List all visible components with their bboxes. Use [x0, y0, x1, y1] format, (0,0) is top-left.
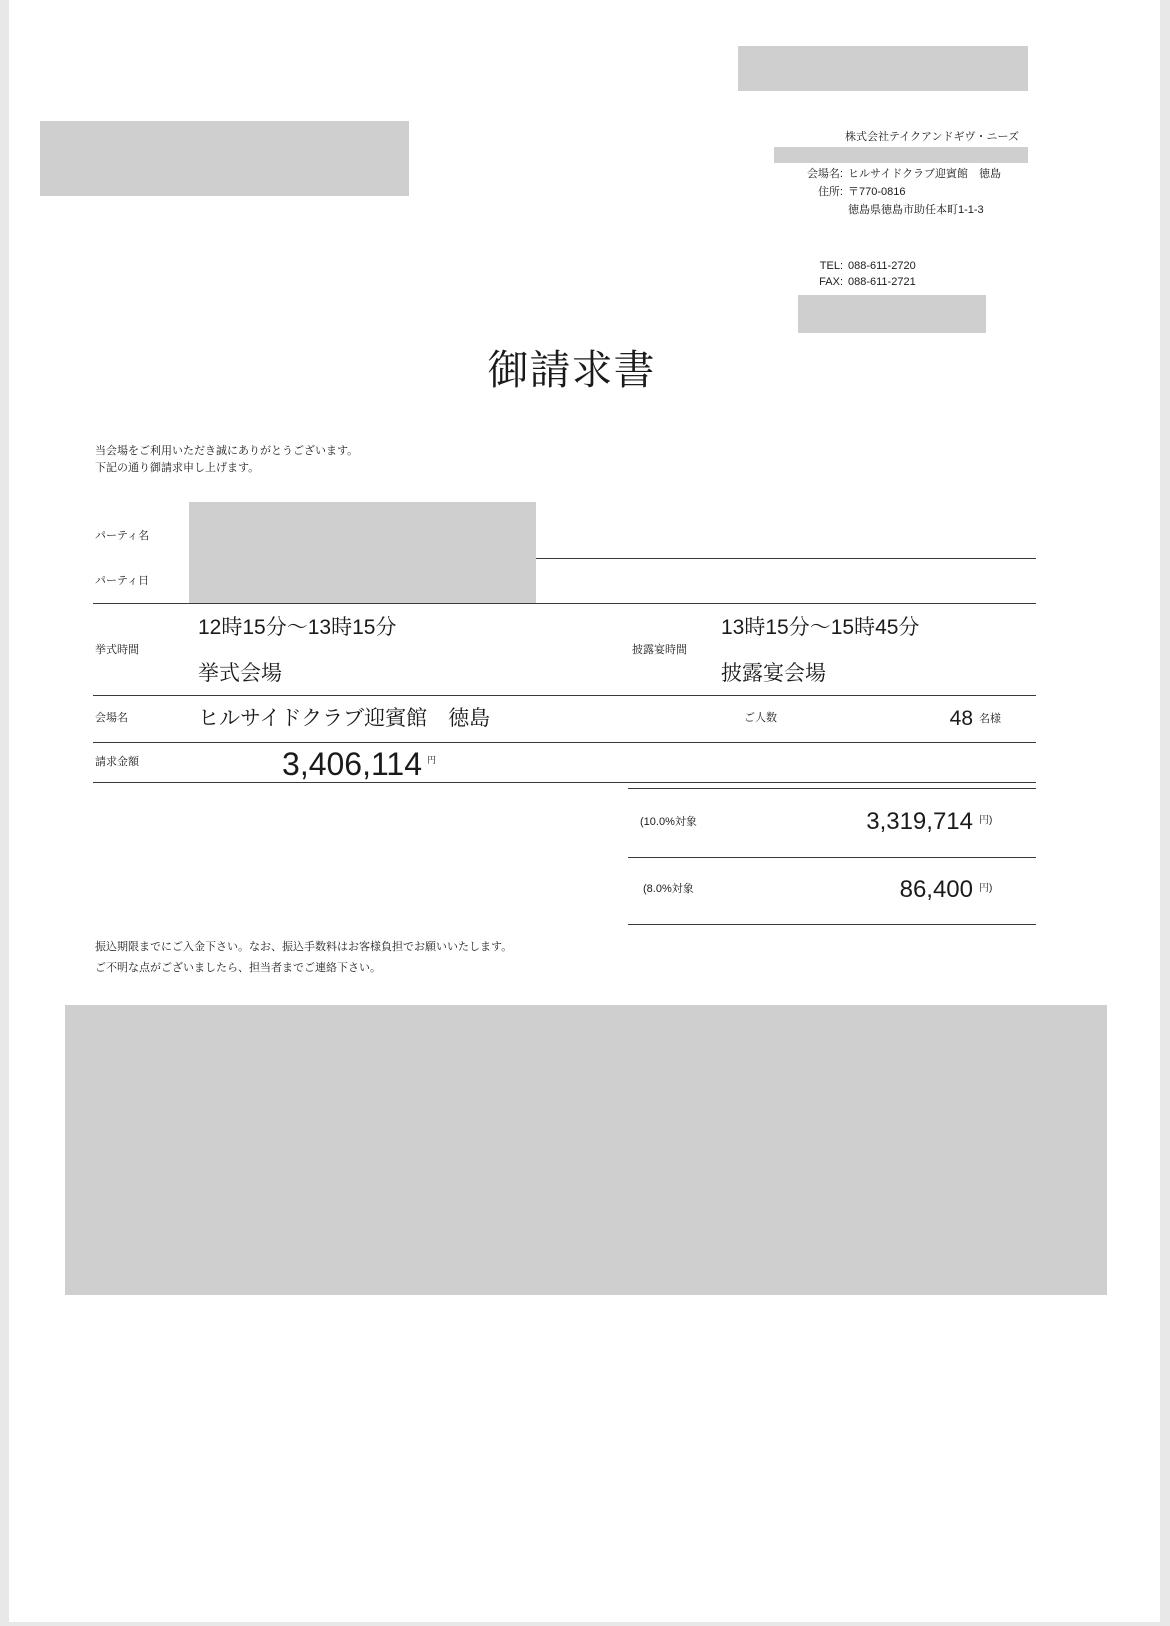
ceremony-venue: 挙式会場: [198, 662, 282, 685]
party-name-label: パーティ名: [95, 530, 150, 542]
ceremony-time: 12時15分〜13時15分: [198, 616, 397, 639]
table-rule: [93, 603, 1036, 604]
reception-venue: 披露宴会場: [721, 662, 826, 685]
page-edge-right: [1160, 0, 1170, 1626]
redaction-box: [738, 46, 1028, 91]
table-rule: [536, 558, 1036, 559]
issuer-tel-label: TEL:: [819, 260, 843, 272]
tax-8-label: (8.0%対象: [643, 883, 694, 895]
intro-line: 当会場をご利用いただき誠にありがとうございます。: [95, 445, 359, 457]
issuer-tel: 088-611-2720: [848, 260, 916, 272]
guests-label: ご人数: [744, 712, 777, 724]
issuer-company: 株式会社テイクアンドギヴ・ニーズ: [844, 131, 1019, 143]
payment-note: 振込期限までにご入金下さい。なお、振込手数料はお客様負担でお願いいたします。: [95, 941, 513, 953]
issuer-address: 徳島県徳島市助任本町1-1-3: [848, 204, 984, 216]
tax-rule: [628, 857, 1036, 858]
reception-time: 13時15分〜15時45分: [721, 616, 920, 639]
redaction-box: [65, 1005, 1107, 1295]
redaction-box: [40, 121, 409, 196]
tax-8-unit: 円): [979, 883, 993, 894]
ceremony-time-label: 挙式時間: [95, 644, 139, 656]
issuer-venue-label: 会場名:: [806, 168, 843, 180]
page-title: 御請求書: [487, 347, 656, 393]
issuer-postal-code: 〒770-0816: [848, 186, 906, 198]
tax-rule: [628, 924, 1036, 925]
issuer-fax-label: FAX:: [819, 276, 843, 288]
billed-amount: 3,406,114: [282, 746, 422, 782]
page-edge-left: [0, 0, 9, 1626]
tax-10-unit: 円): [979, 815, 993, 826]
table-rule: [93, 742, 1036, 743]
intro-line: 下記の通り御請求申し上げます。: [95, 462, 260, 474]
tax-10-amount: 3,319,714: [866, 808, 973, 835]
page-edge-bottom: [0, 1622, 1170, 1626]
venue-label: 会場名: [95, 712, 128, 724]
amount-label: 請求金額: [95, 756, 139, 768]
issuer-venue: ヒルサイドクラブ迎賓館 徳島: [848, 168, 1002, 180]
issuer-fax: 088-611-2721: [848, 276, 916, 288]
tax-8-amount: 86,400: [899, 876, 973, 903]
tax-rule: [628, 788, 1036, 789]
tax-10-label: (10.0%対象: [640, 816, 697, 828]
guest-unit: 名様: [979, 713, 1001, 725]
venue-name: ヒルサイドクラブ迎賓館 徳島: [198, 707, 491, 730]
issuer-address-label: 住所:: [817, 186, 843, 198]
amount-unit: 円: [427, 755, 437, 765]
reception-time-label: 披露宴時間: [632, 644, 687, 656]
redaction-box: [189, 502, 536, 604]
guest-count: 48: [949, 707, 973, 730]
redaction-box: [798, 295, 986, 333]
redaction-box: [774, 147, 1028, 163]
table-rule: [93, 695, 1036, 696]
party-date-label: パーティ日: [95, 575, 150, 587]
contact-note: ご不明な点がございましたら、担当者までご連絡下さい。: [95, 962, 381, 974]
table-rule: [93, 782, 1036, 783]
